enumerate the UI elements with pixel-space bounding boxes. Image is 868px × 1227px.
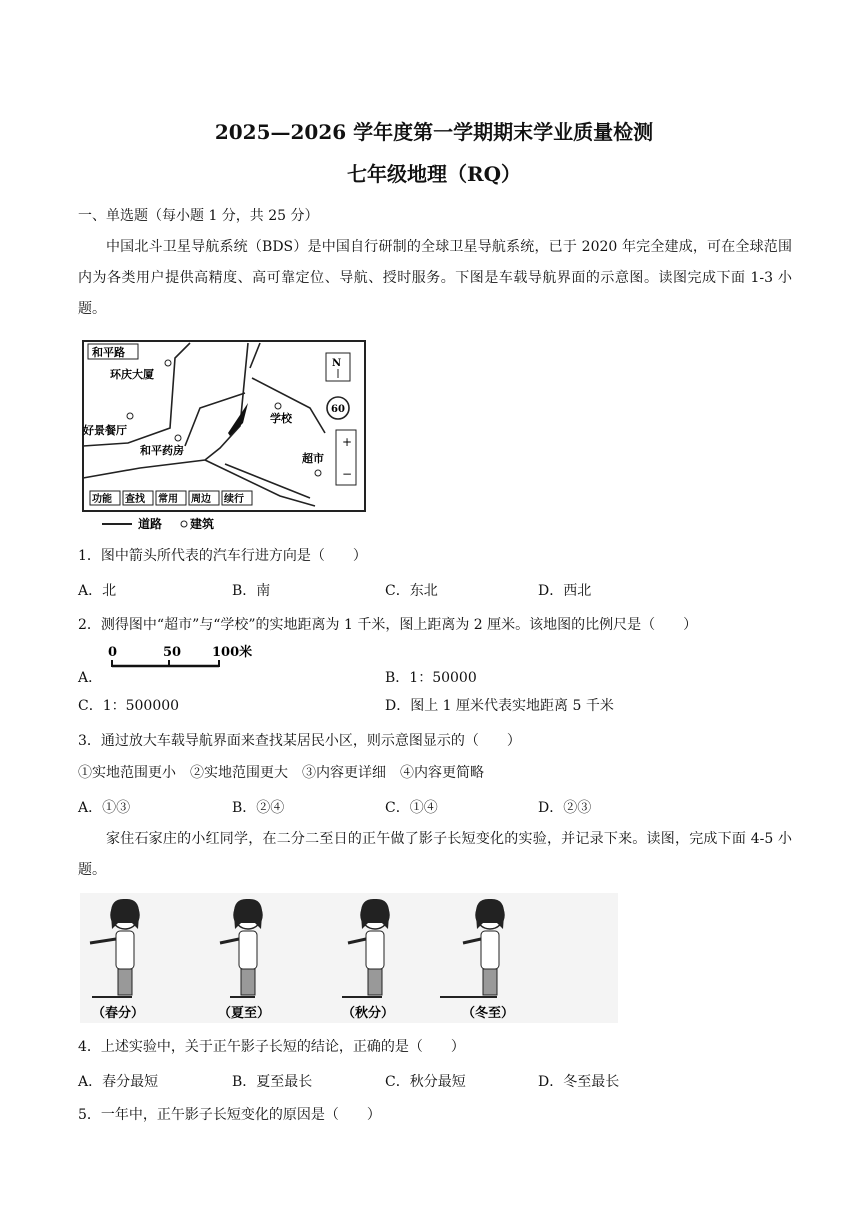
- q4-option-b: B．夏至最长: [232, 1074, 313, 1090]
- navigation-map-figure: [80, 338, 370, 533]
- passage-1: 中国北斗卫星导航系统（BDS）是中国自行研制的全球卫星导航系统，已于 2020 年完全建成，可在全球范围内为各类用户提供高精度、高可靠定位、导航、授时服务。下图是车载导航界面的示意图。读图完成下面 1-3 小题。: [78, 239, 792, 317]
- scale-bar: [106, 644, 266, 672]
- q4-option-c: C．秋分最短: [385, 1074, 466, 1090]
- building-label: 环庆大厦: [110, 368, 154, 381]
- svg-text:0: 0: [108, 645, 118, 660]
- svg-text:续行: 续行: [224, 494, 244, 505]
- svg-text:N: N: [332, 358, 342, 369]
- svg-text:−: −: [342, 467, 353, 481]
- building-label: 和平药房: [140, 444, 184, 457]
- q3-statements: ①实地范围更小 ②实地范围更大 ③内容更详细 ④内容更简略: [78, 765, 484, 781]
- q1-option-d: D．西北: [538, 583, 592, 599]
- q3-option-b: B．②④: [232, 800, 285, 816]
- question-1: 1．图中箭头所代表的汽车行进方向是（ ）: [78, 548, 367, 564]
- label-spring-equinox: （春分）: [92, 1006, 145, 1021]
- svg-text:功能: 功能: [92, 494, 112, 505]
- q3-option-a: A．①③: [78, 800, 131, 816]
- q2-option-b: B．1：50000: [385, 670, 477, 686]
- q3-option-d: D．②③: [538, 800, 592, 816]
- q4-option-a: A．春分最短: [78, 1074, 159, 1090]
- svg-text:50: 50: [163, 645, 182, 660]
- q1-option-b: B．南: [232, 583, 271, 599]
- question-3: 3．通过放大车载导航界面来查找某居民小区，则示意图显示的（ ）: [78, 733, 521, 749]
- building-label: 超市: [302, 452, 324, 465]
- q3-option-c: C．①④: [385, 800, 438, 816]
- label-winter-solstice: （冬至）: [462, 1006, 515, 1021]
- road-label: 和平路: [92, 346, 125, 359]
- legend-building-symbol: [181, 521, 187, 527]
- svg-text:+: +: [342, 435, 353, 449]
- svg-text:查找: 查找: [125, 494, 145, 505]
- label-summer-solstice: （夏至）: [218, 1006, 271, 1021]
- q1-option-c: C．东北: [385, 583, 438, 599]
- legend-building: 建筑: [190, 517, 215, 531]
- svg-text:100米: 100米: [212, 645, 253, 660]
- q2-option-c: C．1：500000: [78, 698, 180, 714]
- q4-option-d: D．冬至最长: [538, 1074, 620, 1090]
- map-menu: [90, 491, 252, 505]
- shadow-experiment-figure: [80, 893, 618, 1023]
- q1-option-a: A．北: [78, 583, 117, 599]
- passage-2: 家住石家庄的小红同学，在二分二至日的正午做了影子长短变化的实验，并记录下来。读图，完成下面 4-5 小题。: [78, 831, 792, 878]
- question-5: 5．一年中，正午影子长短变化的原因是（ ）: [78, 1107, 381, 1123]
- svg-text:60: 60: [331, 404, 345, 415]
- building-label: 学校: [270, 412, 292, 425]
- section-heading: 一、单选题（每小题 1 分，共 25 分）: [78, 208, 319, 224]
- question-2: 2．测得图中“超市”与“学校”的实地距离为 1 千米，图上距离为 2 厘米。该地图的比例尺是（ ）: [78, 617, 698, 633]
- legend-road: 道路: [138, 517, 163, 531]
- building-label: 好景餐厅: [83, 424, 127, 437]
- q2-option-d: D．图上 1 厘米代表实地距离 5 千米: [385, 698, 614, 714]
- label-autumn-equinox: （秋分）: [342, 1006, 395, 1021]
- exam-title: 2025—2026 学年度第一学期期末学业质量检测: [214, 120, 654, 144]
- exam-subtitle: 七年级地理（RQ）: [346, 162, 522, 186]
- q2-option-a: A．: [78, 670, 103, 686]
- svg-text:周边: 周边: [191, 494, 211, 505]
- svg-text:常用: 常用: [158, 494, 178, 505]
- question-4: 4．上述实验中，关于正午影子长短的结论，正确的是（ ）: [78, 1039, 465, 1055]
